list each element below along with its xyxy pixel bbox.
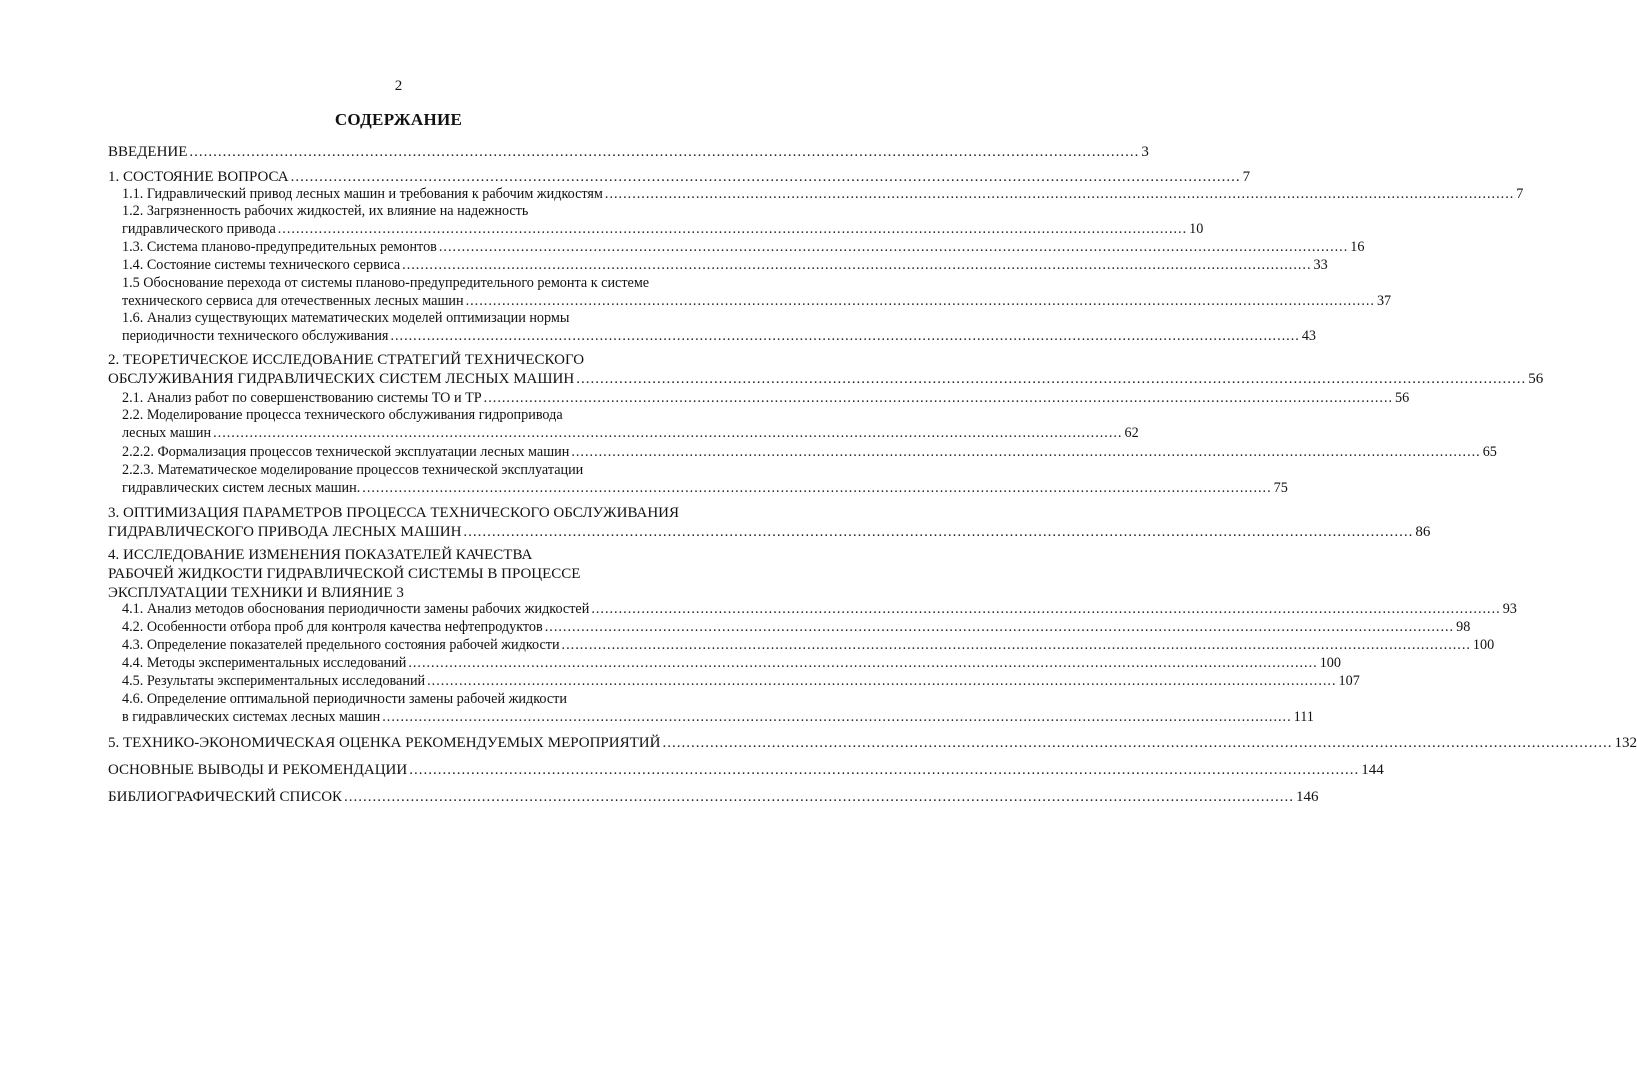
toc-page-number: 33 bbox=[1313, 257, 1328, 273]
toc-entry-text: 4.6. Определение оптимальной периодичности замены рабочей жидкости bbox=[122, 691, 567, 707]
dot-leader: ........................................................................................................................................................................................................ bbox=[427, 673, 1337, 689]
dot-leader: ........................................................................................................................................................................................................ bbox=[544, 619, 1455, 635]
toc-entry-text: 1.5 Обоснование перехода от системы планово-предупредительного ремонта к системе bbox=[122, 275, 650, 291]
toc-entry-text: 4. ИССЛЕДОВАНИЕ ИЗМЕНЕНИЯ ПОКАЗАТЕЛЕЙ КАЧЕСТВА bbox=[108, 547, 533, 563]
toc-page-number: 56 bbox=[1528, 371, 1544, 387]
toc-entry-text: 1.3. Система планово-предупредительных ремонтов bbox=[122, 239, 437, 255]
toc-entry-text: в гидравлических системах лесных машин bbox=[122, 709, 381, 725]
toc-entry-text: 1.6. Анализ существующих математических моделей оптимизации нормы bbox=[122, 310, 570, 326]
dot-leader: ........................................................................................................................................................................................................ bbox=[290, 169, 1241, 185]
dot-leader: ........................................................................................................................................................................................................ bbox=[189, 144, 1140, 160]
toc-entry-text: 4.5. Результаты экспериментальных исследований bbox=[122, 673, 426, 689]
toc-page-number: 75 bbox=[1273, 480, 1288, 496]
toc-entry-text: 4.2. Особенности отбора проб для контроля качества нефтепродуктов bbox=[122, 619, 543, 635]
toc-page-number: 100 bbox=[1472, 637, 1495, 653]
toc-entry[interactable] bbox=[108, 789, 1319, 808]
dot-leader: ........................................................................................................................................................................................................ bbox=[591, 601, 1501, 617]
toc-entry-text: гидравлического привода bbox=[122, 221, 276, 237]
toc-entry-text: гидравлических систем лесных машин. bbox=[122, 480, 361, 496]
toc-entry-text: 4.1. Анализ методов обоснования периодичности замены рабочих жидкостей bbox=[122, 601, 590, 617]
toc-entry-text: БИБЛИОГРАФИЧЕСКИЙ СПИСОК bbox=[108, 789, 343, 805]
toc-entry[interactable] bbox=[122, 239, 1365, 257]
toc-entry[interactable] bbox=[122, 203, 1204, 239]
toc-entry[interactable] bbox=[108, 505, 1431, 543]
toc-entry[interactable] bbox=[122, 310, 1316, 346]
toc-entry-text: лесных машин bbox=[122, 425, 212, 441]
toc-entry[interactable] bbox=[122, 390, 1410, 408]
dot-leader: ........................................................................................................................................................................................................ bbox=[277, 221, 1188, 237]
toc-entry-text: 2.2.3. Математическое моделирование процессов технической эксплуатации bbox=[122, 462, 584, 478]
toc-entry[interactable] bbox=[122, 275, 1392, 311]
toc-entry[interactable] bbox=[122, 655, 1341, 673]
document-title: СОДЕРЖАНИЕ bbox=[334, 110, 463, 129]
toc-entry-text: 1.2. Загрязненность рабочих жидкостей, их влияние на надежность bbox=[122, 203, 529, 219]
toc-page-number: 111 bbox=[1293, 709, 1314, 725]
toc-entry[interactable] bbox=[108, 144, 1149, 163]
toc-entry[interactable] bbox=[122, 619, 1471, 637]
toc-entry-text: 2.2.2. Формализация процессов технической эксплуатации лесных машин bbox=[122, 444, 570, 460]
toc-entry-text: 1.1. Гидравлический привод лесных машин и требования к рабочим жидкостям bbox=[122, 186, 603, 202]
toc-entry-text: 4.4. Методы экспериментальных исследований bbox=[122, 655, 407, 671]
dot-leader: ........................................................................................................................................................................................................ bbox=[213, 425, 1123, 441]
dot-leader: ........................................................................................................................................................................................................ bbox=[561, 637, 1471, 653]
toc-entry-text: 2.2. Моделирование процесса технического обслуживания гидропривода bbox=[122, 407, 563, 423]
toc-page-number: 56 bbox=[1395, 390, 1410, 406]
toc-entry-text: ГИДРАВЛИЧЕСКОГО ПРИВОДА ЛЕСНЫХ МАШИН bbox=[108, 524, 462, 540]
toc-entry[interactable] bbox=[122, 444, 1497, 462]
toc-page-number: 93 bbox=[1502, 601, 1517, 617]
toc-entry[interactable] bbox=[122, 186, 1524, 204]
toc-entry[interactable] bbox=[108, 352, 1544, 390]
toc-page-number: 144 bbox=[1361, 762, 1384, 778]
toc-entry-text: 1. СОСТОЯНИЕ ВОПРОСА bbox=[108, 169, 289, 185]
toc-entry[interactable] bbox=[108, 735, 1637, 754]
dot-leader: ........................................................................................................................................................................................................ bbox=[465, 293, 1375, 309]
toc-page-number: 98 bbox=[1456, 619, 1471, 635]
toc-page-number: 62 bbox=[1124, 425, 1139, 441]
toc-page-number: 43 bbox=[1301, 328, 1316, 344]
toc-entry[interactable] bbox=[122, 637, 1495, 655]
toc-entry-text: 4.3. Определение показателей предельного состояния рабочей жидкости bbox=[122, 637, 560, 653]
toc-page-number: 100 bbox=[1319, 655, 1341, 671]
dot-leader: ........................................................................................................................................................................................................ bbox=[382, 709, 1292, 725]
toc-entry-text: 1.4. Состояние системы технического сервиса bbox=[122, 257, 401, 273]
toc-entry[interactable] bbox=[122, 601, 1517, 619]
toc-entry-text: периодичности технического обслуживания bbox=[122, 328, 389, 344]
toc-page-number: 16 bbox=[1350, 239, 1365, 255]
dot-leader: ........................................................................................................................................................................................................ bbox=[402, 257, 1312, 273]
toc-page-number: 10 bbox=[1189, 221, 1204, 237]
dot-leader: ........................................................................................................................................................................................................ bbox=[344, 789, 1295, 805]
toc-page-number: 37 bbox=[1376, 293, 1392, 309]
dot-leader: ........................................................................................................................................................................................................ bbox=[408, 655, 1318, 671]
toc-entry[interactable] bbox=[122, 257, 1328, 275]
dot-leader: ........................................................................................................................................................................................................ bbox=[409, 762, 1360, 778]
toc-entry-text: 2. ТЕОРЕТИЧЕСКОЕ ИССЛЕДОВАНИЕ СТРАТЕГИЙ ТЕХНИЧЕСКОГО bbox=[108, 352, 585, 368]
dot-leader: ........................................................................................................................................................................................................ bbox=[438, 239, 1349, 255]
dot-leader: ........................................................................................................................................................................................................ bbox=[483, 390, 1394, 406]
toc-entry-text: ВВЕДЕНИЕ bbox=[108, 144, 188, 160]
toc-page-number: 146 bbox=[1296, 789, 1319, 805]
toc-entry-text: ОБСЛУЖИВАНИЯ ГИДРАВЛИЧЕСКИХ СИСТЕМ ЛЕСНЫХ МАШИН bbox=[108, 371, 575, 387]
dot-leader: ........................................................................................................................................................................................................ bbox=[604, 186, 1515, 202]
toc-entry[interactable] bbox=[122, 407, 1139, 443]
dot-leader: ........................................................................................................................................................................................................ bbox=[390, 328, 1300, 344]
dot-leader: ........................................................................................................................................................................................................ bbox=[576, 371, 1527, 387]
toc-entry[interactable] bbox=[122, 673, 1360, 691]
toc-entry-text: 3. ОПТИМИЗАЦИЯ ПАРАМЕТРОВ ПРОЦЕССА ТЕХНИЧЕСКОГО ОБСЛУЖИВАНИЯ bbox=[108, 505, 680, 521]
toc-entry-text: 2.1. Анализ работ по совершенствованию системы ТО и ТР bbox=[122, 390, 482, 406]
toc-entry[interactable] bbox=[108, 547, 736, 604]
toc-entry-text: ЭКСПЛУАТАЦИИ ТЕХНИКИ И ВЛИЯНИЕ 3 bbox=[108, 585, 404, 601]
toc-page-number: 7 bbox=[1516, 186, 1524, 202]
toc-entry-text: технического сервиса для отечественных лесных машин bbox=[122, 293, 464, 309]
dot-leader: ........................................................................................................................................................................................................ bbox=[571, 444, 1481, 460]
toc-entry[interactable] bbox=[122, 462, 1288, 498]
dot-leader: ........................................................................................................................................................................................................ bbox=[662, 735, 1613, 751]
toc-page-number: 65 bbox=[1482, 444, 1497, 460]
toc-page-number: 107 bbox=[1338, 673, 1360, 689]
toc-page-number: 86 bbox=[1415, 524, 1431, 540]
toc-entry-text: РАБОЧЕЙ ЖИДКОСТИ ГИДРАВЛИЧЕСКОЙ СИСТЕМЫ В ПРОЦЕССЕ bbox=[108, 566, 581, 582]
page-number: 2 bbox=[394, 78, 403, 94]
toc-entry-text: ОСНОВНЫЕ ВЫВОДЫ И РЕКОМЕНДАЦИИ bbox=[108, 762, 408, 778]
toc-page-number: 3 bbox=[1141, 144, 1149, 160]
toc-entry-text: 5. ТЕХНИКО-ЭКОНОМИЧЕСКАЯ ОЦЕНКА РЕКОМЕНДУЕМЫХ МЕРОПРИЯТИЙ bbox=[108, 735, 661, 751]
toc-page-number: 7 bbox=[1242, 169, 1251, 185]
dot-leader: ........................................................................................................................................................................................................ bbox=[463, 524, 1414, 540]
dot-leader: ........................................................................................................................................................................................................ bbox=[362, 480, 1272, 496]
toc-page-number: 132 bbox=[1614, 735, 1637, 751]
toc-entry[interactable] bbox=[108, 762, 1384, 781]
toc-entry[interactable] bbox=[122, 691, 1314, 727]
